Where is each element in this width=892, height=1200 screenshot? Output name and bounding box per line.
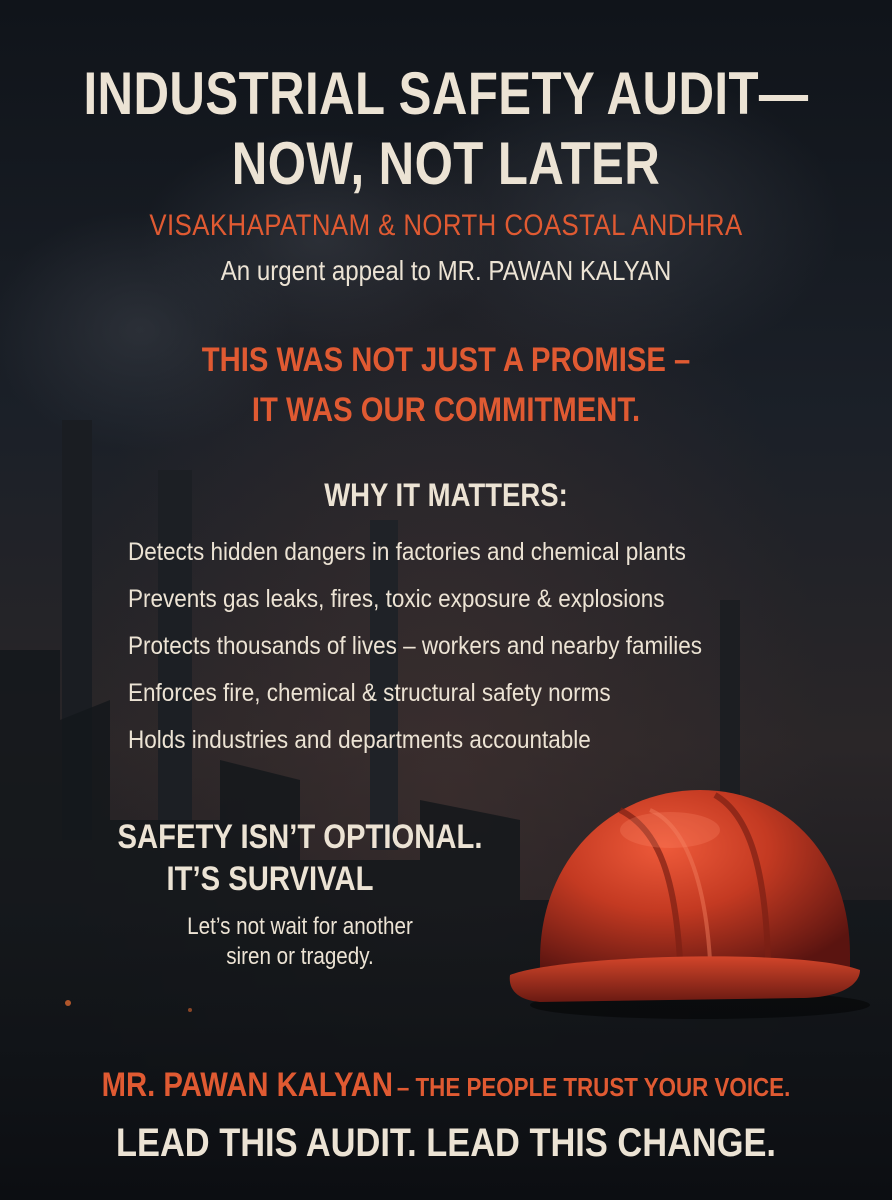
list-item: Prevents gas leaks, fires, toxic exposure & explosions	[128, 585, 665, 613]
list-item: Enforces fire, chemical & structural safety norms	[128, 679, 611, 707]
appeal-line: An urgent appeal to MR. PAWAN KALYAN	[220, 255, 672, 286]
safety-note-line-2: siren or tragedy.	[226, 943, 374, 970]
list-item: Detects hidden dangers in factories and chemical plants	[128, 538, 686, 566]
safety-line-1: SAFETY ISN’T OPTIONAL.	[117, 818, 483, 856]
footer-cta: LEAD THIS AUDIT. LEAD THIS CHANGE.	[116, 1121, 776, 1165]
list-item: Holds industries and departments accountable	[128, 726, 591, 754]
safety-note-line-1: Let’s not wait for another	[187, 913, 413, 940]
region-subtitle: VISAKHAPATNAM & NORTH COASTAL ANDHRA	[149, 209, 743, 242]
footer-trust-line	[62, 1066, 829, 1105]
distant-light	[65, 1000, 71, 1006]
why-heading: WHY IT MATTERS:	[324, 477, 568, 513]
why-list	[128, 536, 868, 771]
safety-block	[60, 816, 540, 972]
headline-line-1: INDUSTRIAL SAFETY AUDIT—	[83, 60, 809, 127]
hard-hat-icon	[500, 770, 870, 1030]
commitment-line-2: IT WAS OUR COMMITMENT.	[251, 391, 641, 429]
commitment-line-1: THIS WAS NOT JUST A PROMISE –	[201, 341, 691, 379]
headline-line-2: NOW, NOT LATER	[231, 130, 661, 197]
safety-line-2: IT’S SURVIVAL	[166, 860, 374, 898]
footer-name: MR. PAWAN KALYAN	[101, 1066, 394, 1104]
footer-trust: – THE PEOPLE TRUST YOUR VOICE.	[396, 1072, 791, 1102]
list-item: Protects thousands of lives – workers and nearby families	[128, 632, 703, 660]
distant-light	[188, 1008, 192, 1012]
